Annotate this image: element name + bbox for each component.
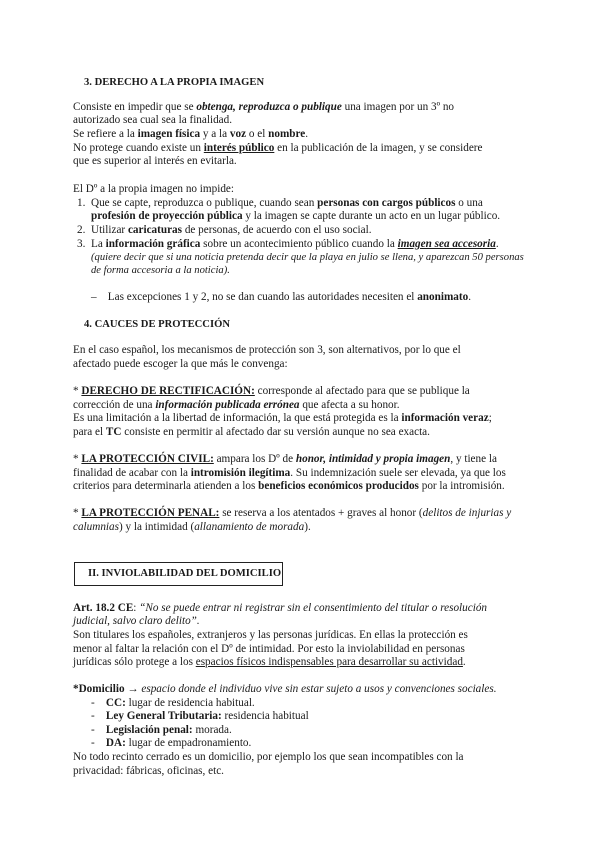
rectificacion-line: corrección de una información publicada errónea que afecta a su honor. [73, 399, 400, 411]
list-item: - DA: lugar de empadronamiento. [91, 737, 252, 749]
domicilio-definition: *Domicilio → espacio donde el individuo vive sin estar sujeto a usos y convenciones sociales. [73, 683, 497, 695]
paragraph-line: Consiste en impedir que se obtenga, reproduzca o publique una imagen por un 3º no [73, 101, 455, 113]
paragraph-line: En el caso español, los mecanismos de protección son 3, son alternativos, por lo que el [73, 344, 461, 356]
penal-line: calumnias) y la intimidad (allanamiento de morada). [73, 521, 311, 533]
article-quote: Art. 18.2 CE: “No se puede entrar ni registrar sin el consentimiento del titular o resolución [73, 602, 488, 614]
paragraph-line: menor al faltar la relación con el Dº de intimidad. Por esto la inviolabilidad en personas [73, 643, 465, 655]
list-item-note: (quiere decir que si una noticia pretenda decir que la playa en julio se llena, y aparezcan 50 personas [91, 252, 524, 263]
rectificacion-line: Es una limitación a la libertad de información, la que está protegida es la información veraz; [73, 412, 492, 424]
heading-cauces-proteccion: 4. CAUCES DE PROTECCIÓN [84, 319, 230, 330]
paragraph-line: autorizado sea cual sea la finalidad. [73, 114, 233, 126]
paragraph-line: Son titulares los españoles, extranjeros y las personas jurídicas. En ellas la protección es [73, 629, 468, 641]
penal-line: * LA PROTECCIÓN PENAL: se reserva a los atentados + graves al honor (delitos de injurias y [73, 507, 512, 519]
list-item: - Legislación penal: morada. [91, 724, 232, 736]
paragraph-line: No todo recinto cerrado es un domicilio, por ejemplo los que sean incompatibles con la [73, 751, 464, 763]
list-item-note: de forma accesoria a la noticia). [91, 265, 230, 276]
section-title-box [74, 562, 283, 586]
heading-propia-imagen: 3. DERECHO A LA PROPIA IMAGEN [84, 77, 265, 88]
list-item: - CC: lugar de residencia habitual. [91, 697, 255, 709]
list-item: 3. La información gráfica sobre un acontecimiento público cuando la imagen sea accesoria. [77, 238, 499, 250]
paragraph-line: Se refiere a la imagen física y a la voz o el nombre. [73, 128, 309, 140]
list-item-continuation: profesión de proyección pública y la imagen se capte durante un acto en un lugar público. [91, 210, 501, 222]
article-quote: judicial, salvo claro delito”. [73, 615, 200, 627]
rectificacion-line: para el TC consiste en permitir al afectado dar su versión aunque no sea exacta. [73, 426, 430, 438]
list-item: 1. Que se capte, reproduzca o publique, cuando sean personas con cargos públicos o una [77, 197, 483, 209]
paragraph-line: privacidad: fábricas, oficinas, etc. [73, 765, 224, 777]
list-item: 2. Utilizar caricaturas de personas, de acuerdo con el uso social. [77, 224, 372, 236]
civil-line: criterios para determinarla atienden a los beneficios económicos producidos por la intromisión. [73, 480, 505, 492]
civil-line: finalidad de acabar con la intromisión ilegítima. Su indemnización suele ser elevada, ya que los [73, 467, 506, 479]
list-item: - Ley General Tributaria: residencia habitual [91, 710, 309, 722]
paragraph-line: jurídicas sólo protege a los espacios físicos indispensables para desarrollar su actividad. [73, 656, 466, 668]
exception-note: – Las excepciones 1 y 2, no se dan cuando las autoridades necesiten el anonimato. [91, 291, 471, 303]
rectificacion-line: * DERECHO DE RECTIFICACIÓN: corresponde al afectado para que se publique la [73, 385, 470, 397]
paragraph-line: afectado puede escoger la que más le convenga: [73, 358, 288, 370]
paragraph-line: que es superior al interés en evitarla. [73, 155, 237, 167]
paragraph-line: El Dº a la propia imagen no impide: [73, 183, 234, 195]
section-title: II. INVIOLABILIDAD DEL DOMICILIO [88, 568, 282, 579]
paragraph-line: No protege cuando existe un interés público en la publicación de la imagen, y se considere [73, 142, 483, 154]
civil-line: * LA PROTECCIÓN CIVIL: ampara los Dº de honor, intimidad y propia imagen, y tiene la [73, 453, 497, 465]
